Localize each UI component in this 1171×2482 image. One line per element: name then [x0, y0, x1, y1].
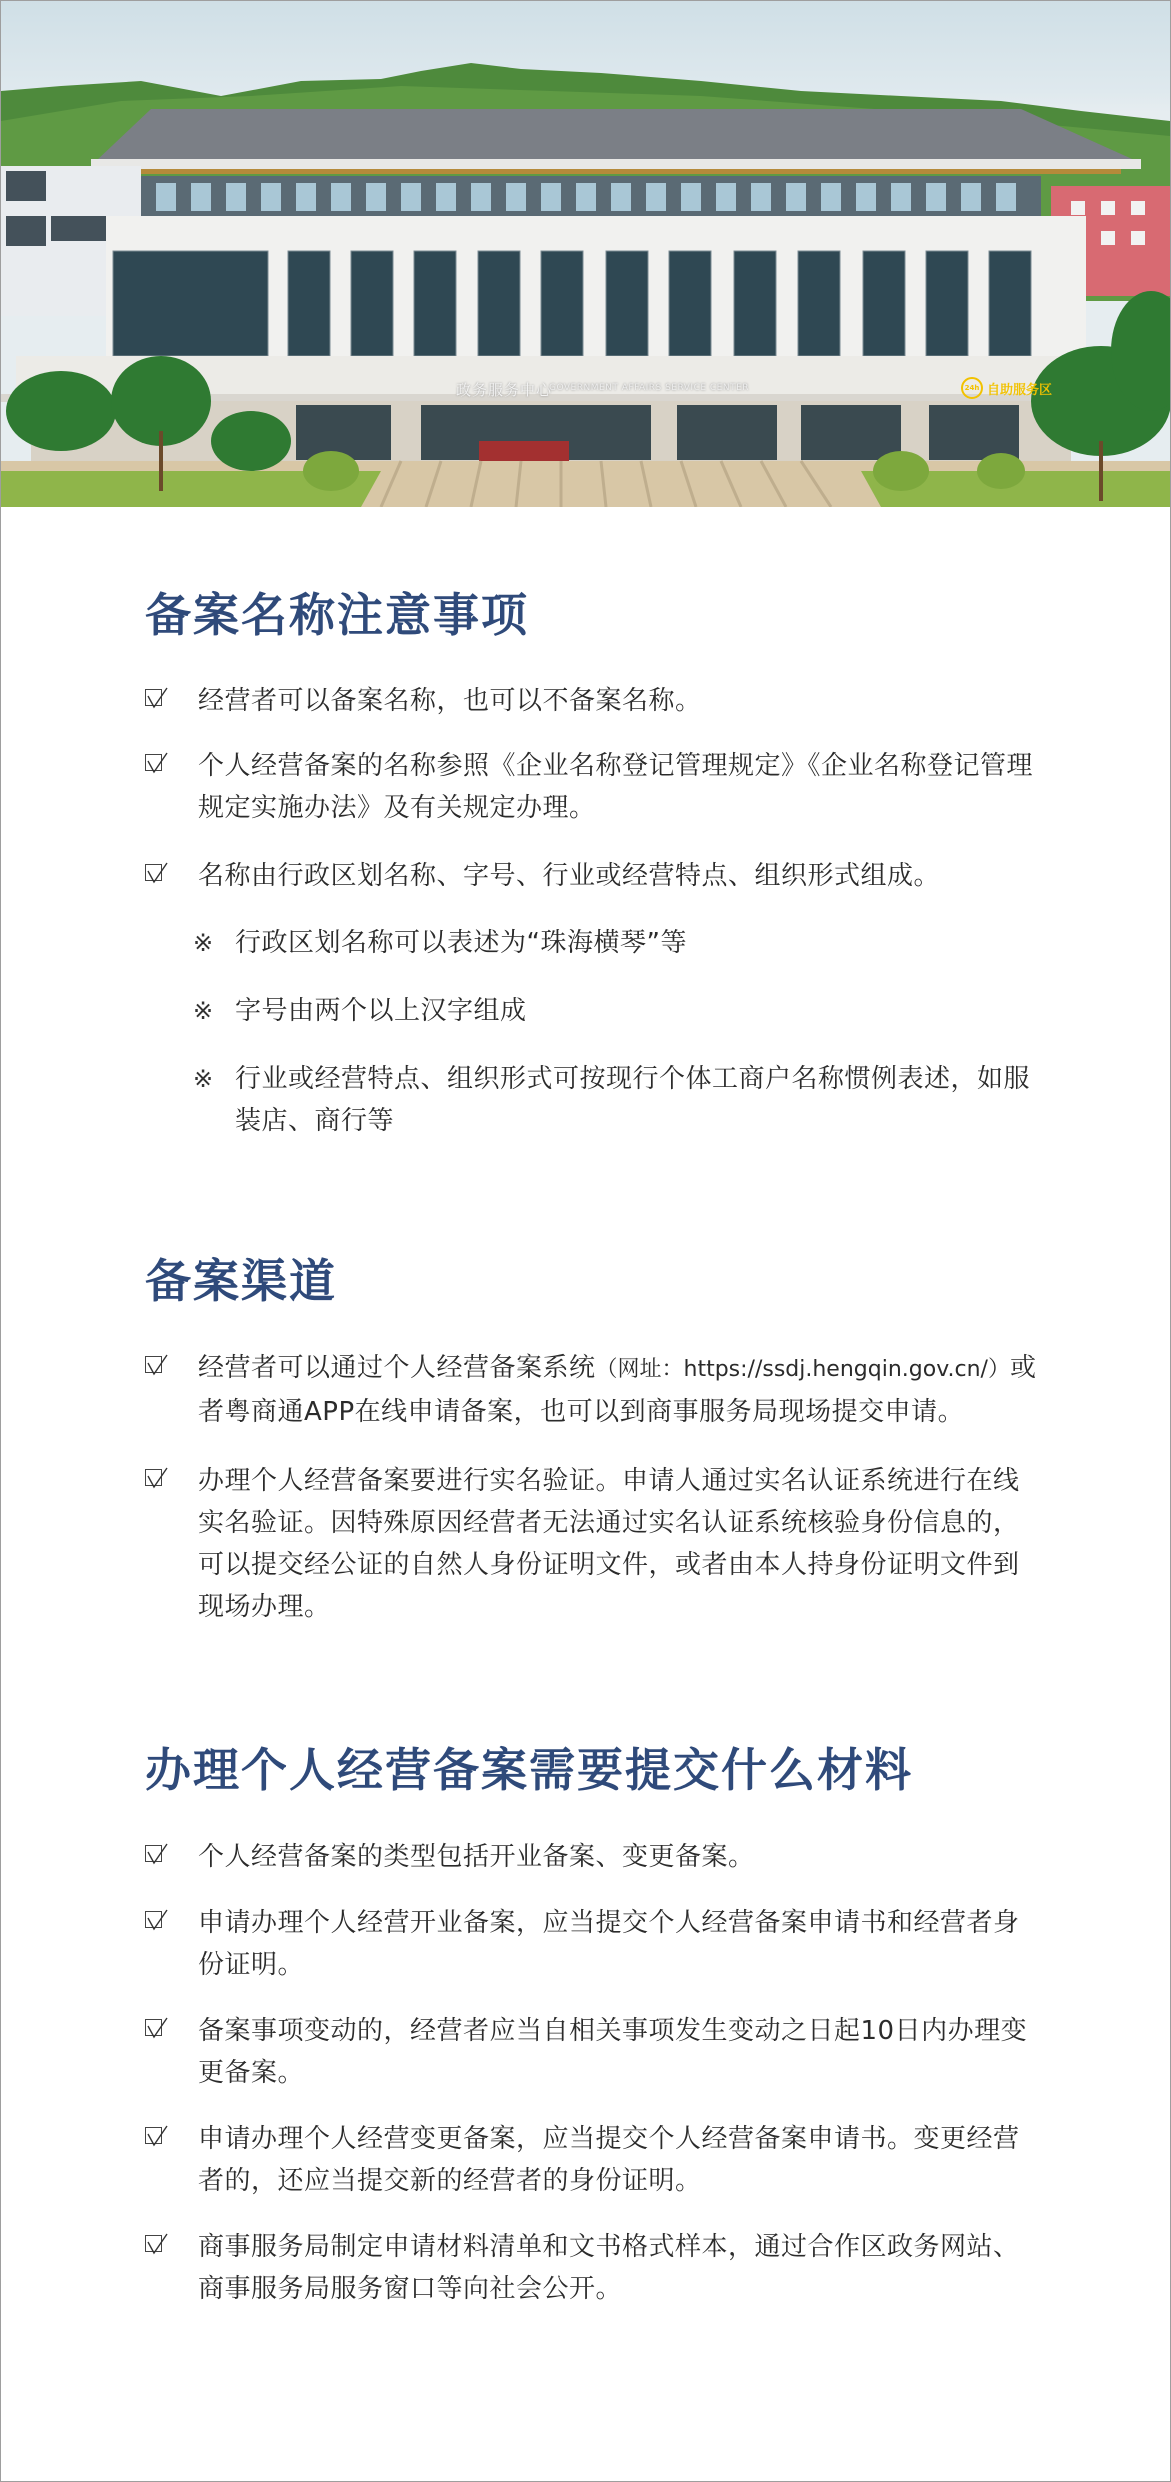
section-title: 办理个人经营备案需要提交什么材料 — [145, 1743, 913, 1797]
reference-mark-icon: ※ — [193, 997, 214, 1025]
list-item — [145, 2010, 1045, 2094]
list-item — [145, 745, 1045, 829]
item-text: 个人经营备案的类型包括开业备案、变更备案。 — [198, 1842, 755, 1872]
sub-list-item — [193, 990, 1053, 1032]
list-item — [145, 2118, 1045, 2202]
list-item — [145, 855, 1045, 897]
filing-system-url-link[interactable]: （网址：https://ssdj.hengqin.gov.cn/） — [595, 1357, 1010, 1382]
sub-item-text: 行业或经营特点、组织形式可按现行个体工商户名称惯例表述，如服装店、商行等 — [235, 1064, 1031, 1136]
checkbox-checked-icon — [145, 1908, 169, 1932]
checkbox-checked-icon — [145, 1466, 169, 1490]
building-sign-chinese: 政务服务中心 — [456, 381, 553, 399]
checkbox-checked-icon — [145, 2232, 169, 2256]
list-item — [145, 2226, 1045, 2310]
hero-building-photo — [1, 1, 1170, 507]
item-text: 经营者可以备案名称，也可以不备案名称。 — [198, 686, 702, 716]
reference-mark-icon: ※ — [193, 929, 214, 957]
item-text — [198, 1347, 1038, 1433]
24h-badge-icon: 24h — [961, 377, 983, 399]
checkbox-checked-icon — [145, 861, 169, 885]
item-text: 备案事项变动的，经营者应当自相关事项发生变动之日起10日内办理变更备案。 — [198, 2016, 1028, 2088]
self-service-sign — [961, 377, 1052, 399]
item-text-part: 经营者可以通过个人经营备案系统 — [198, 1353, 596, 1383]
item-text: 个人经营备案的名称参照《企业名称登记管理规定》《企业名称登记管理规定实施办法》及有关规定办理。 — [198, 751, 1034, 823]
list-item — [145, 1347, 1045, 1433]
sub-list-item — [193, 922, 1053, 964]
building-sign-english: GOVERNMENT AFFAIRS SERVICE CENTER — [549, 383, 750, 393]
checkbox-checked-icon — [145, 1353, 169, 1377]
checkbox-checked-icon — [145, 2016, 169, 2040]
self-service-label: 自助服务区 — [987, 382, 1053, 398]
section-title: 备案渠道 — [145, 1254, 337, 1308]
list-item — [145, 1460, 1045, 1628]
sub-item-text: 行政区划名称可以表述为“珠海横琴”等 — [235, 928, 687, 958]
reference-mark-icon: ※ — [193, 1065, 214, 1093]
checkbox-checked-icon — [145, 751, 169, 775]
sub-list-item — [193, 1058, 1053, 1142]
item-text: 办理个人经营备案要进行实名验证。申请人通过实名认证系统进行在线实名验证。因特殊原因经营者无法通过实名认证系统核验身份信息的，可以提交经公证的自然人身份证明文件，或者由本人持身份证明文件到现场办理。 — [198, 1466, 1020, 1622]
list-item — [145, 1902, 1045, 1986]
sub-item-text: 字号由两个以上汉字组成 — [235, 996, 527, 1026]
checkbox-checked-icon — [145, 686, 169, 710]
section-title: 备案名称注意事项 — [145, 588, 529, 642]
checkbox-checked-icon — [145, 2124, 169, 2148]
item-text: 商事服务局制定申请材料清单和文书格式样本，通过合作区政务网站、商事服务局服务窗口等向社会公开。 — [198, 2232, 1020, 2304]
item-text: 申请办理个人经营变更备案，应当提交个人经营备案申请书。变更经营者的，还应当提交新的经营者的身份证明。 — [198, 2124, 1020, 2196]
checkbox-checked-icon — [145, 1842, 169, 1866]
item-text: 申请办理个人经营开业备案，应当提交个人经营备案申请书和经营者身份证明。 — [198, 1908, 1020, 1980]
list-item — [145, 1836, 1045, 1878]
item-text: 名称由行政区划名称、字号、行业或经营特点、组织形式组成。 — [198, 861, 941, 891]
item-text-part: 或者粤商通APP在线申请备案，也可以到商事服务局现场提交申请。 — [198, 1353, 1037, 1427]
building-illustration — [1, 1, 1170, 507]
list-item — [145, 680, 1045, 722]
